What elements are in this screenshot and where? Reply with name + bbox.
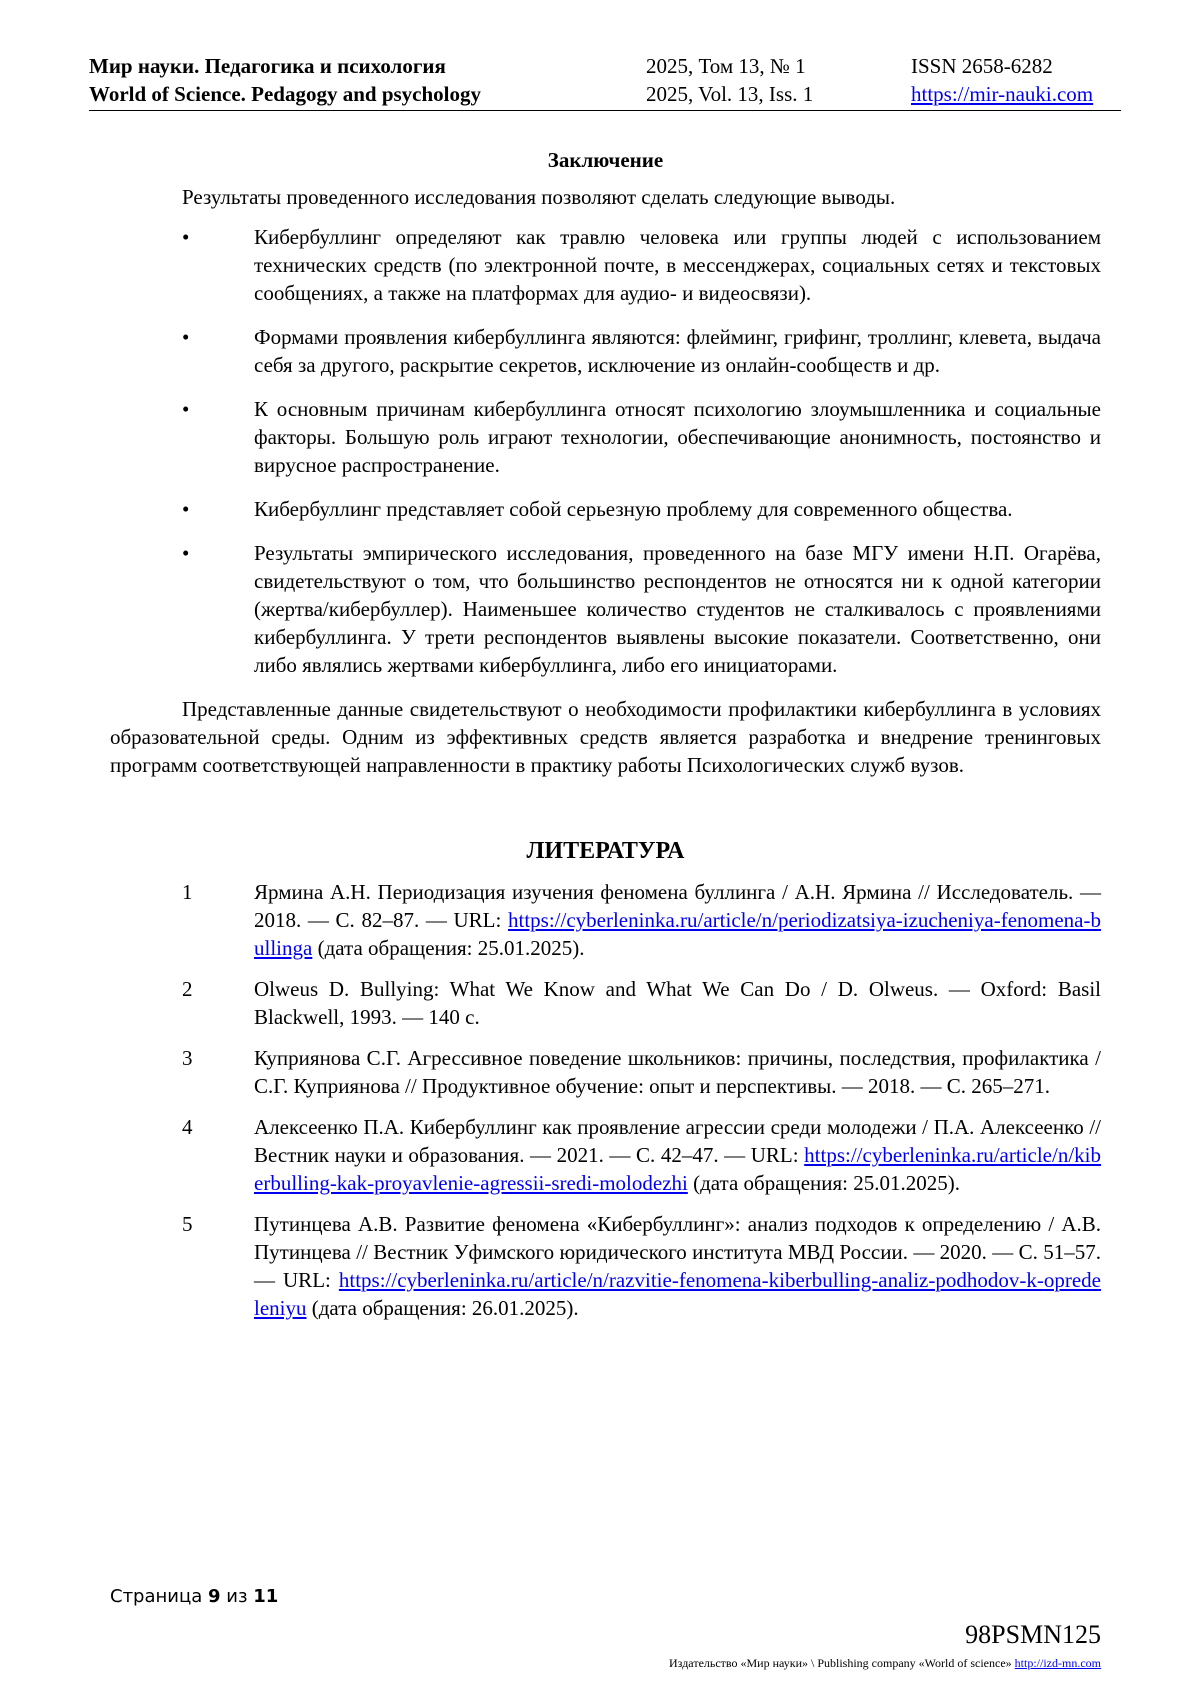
bullet-icon: • [182, 397, 190, 421]
bullet-item: • Формами проявления кибербуллинга являются: флейминг, грифинг, троллинг, клевета, выдача себя за другого, раскрытие секретов, исключение из онлайн-сообществ и др. [182, 325, 1101, 377]
bullet-icon: • [182, 497, 190, 521]
reference-link[interactable]: https://cyberleninka.ru/article/n/kiberbulling-kak-proyavlenie-agressii-sredi-molodezhi [254, 1143, 1101, 1195]
reference-link[interactable]: https://cyberleninka.ru/article/n/razvitie-fenomena-kiberbulling-analiz-podhodov-k-opredeleniyu [254, 1268, 1101, 1320]
reference-item: 5 Путинцева А.В. Развитие феномена «Кибербуллинг»: анализ подходов к определению / А.В. Путинцева // Вестник Уфимского юридического института МВД России. — 2020. — С. 51–57. — URL: https://cyberleninka.ru/article/n/razvitie-fenomena-kiberbulling-analiz-podhodov-k-opredeleniyu (дата обращения: 26.01.2025). [182, 1212, 1101, 1320]
reference-number: 1 [182, 880, 193, 904]
publisher-link[interactable]: http://izd-mn.com [1014, 1656, 1101, 1670]
conclusion-lead: Результаты проведенного исследования позволяют сделать следующие выводы. [182, 185, 896, 209]
journal-title-ru: Мир науки. Педагогика и психология [89, 54, 446, 78]
page-header [89, 52, 1121, 111]
issue-ru: 2025, Том 13, № 1 [646, 54, 806, 78]
current-page: 9 [208, 1586, 221, 1607]
issue-en: 2025, Vol. 13, Iss. 1 [646, 82, 814, 106]
bullet-item: • Кибербуллинг представляет собой серьезную проблему для современного общества. [182, 497, 1013, 521]
literature-title: ЛИТЕРАТУРА [526, 838, 685, 864]
reference-number: 2 [182, 977, 193, 1001]
document-code: 98PSMN125 [965, 1620, 1101, 1649]
reference-list [110, 878, 1101, 1322]
total-pages: 11 [253, 1586, 279, 1607]
bullet-item: • Результаты эмпирического исследования, проведенного на базе МГУ имени Н.П. Огарёва, свидетельствуют о том, что большинство респондентов не относятся ни к одной категории (жертва/кибербуллер). Наименьшее количество студентов не сталкивалось с проявлениями кибербуллинга. У трети респондентов выявлены высокие показатели. Соответственно, они либо являлись жертвами кибербуллинга, либо его инициаторами. [182, 541, 1101, 677]
journal-link[interactable]: https://mir-nauki.com [911, 82, 1094, 106]
bullet-item: • Кибербуллинг определяют как травлю человека или группы людей с использованием технических средств (по электронной почте, в мессенджерах, социальных сетях и текстовых сообщениях, а также на платформах для аудио- и видеосвязи). [182, 225, 1101, 305]
reference-item: 4 Алексеенко П.А. Кибербуллинг как проявление агрессии среди молодежи / П.А. Алексеенко // Вестник науки и образования. — 2021. — С. 42–47. — URL: https://cyberleninka.ru/article/n/kiberbulling-kak-proyavlenie-agressii-sredi-molodezhi (дата обращения: 25.01.2025). [182, 1115, 1101, 1195]
conclusion-closing: Представленные данные свидетельствуют о необходимости профилактики кибербуллинга в условиях образовательной среды. Одним из эффективных средств является разработка и внедрение тренинговых программ соответствующей направленности в практику работы Психологических служб вузов. [110, 697, 1101, 777]
reference-item: 1 Ярмина А.Н. Периодизация изучения феномена буллинга / А.Н. Ярмина // Исследователь. — 2018. — С. 82–87. — URL: https://cyberleninka.ru/article/n/periodizatsiya-izucheniya-fenomena-bullinga (дата обращения: 25.01.2025). [182, 880, 1101, 960]
issn: ISSN 2658-6282 [911, 54, 1053, 78]
reference-item: 2 Olweus D. Bullying: What We Know and What We Can Do / D. Olweus. — Oxford: Basil Blackwell, 1993. — 140 с. [182, 977, 1101, 1029]
page-number: Страница 9 из 11 [110, 1586, 279, 1607]
bullet-item: • К основным причинам кибербуллинга относят психологию злоумышленника и социальные факторы. Большую роль играют технологии, обеспечивающие анонимность, постоянство и вирусное распространение. [182, 397, 1101, 477]
journal-title-en: World of Science. Pedagogy and psychology [89, 82, 482, 106]
reference-number: 3 [182, 1046, 193, 1070]
publisher-line: Издательство «Мир науки» \ Publishing company «World of science» http://izd-mn.com [669, 1656, 1101, 1670]
reference-link[interactable]: https://cyberleninka.ru/article/n/periodizatsiya-izucheniya-fenomena-bullinga [254, 908, 1101, 960]
reference-number: 4 [182, 1115, 193, 1139]
reference-item: 3 Куприянова С.Г. Агрессивное поведение школьников: причины, последствия, профилактика / С.Г. Куприянова // Продуктивное обучение: опыт и перспективы. — 2018. — С. 265–271. [182, 1046, 1101, 1098]
issue-info [646, 52, 813, 108]
issn-block [911, 52, 1093, 108]
reference-number: 5 [182, 1212, 193, 1236]
journal-title [89, 52, 481, 108]
article-content [110, 146, 1101, 1335]
conclusion-title: Заключение [547, 148, 664, 172]
bullet-icon: • [182, 541, 190, 565]
bullet-icon: • [182, 225, 190, 249]
conclusion-bullets [110, 223, 1101, 679]
bullet-icon: • [182, 325, 190, 349]
